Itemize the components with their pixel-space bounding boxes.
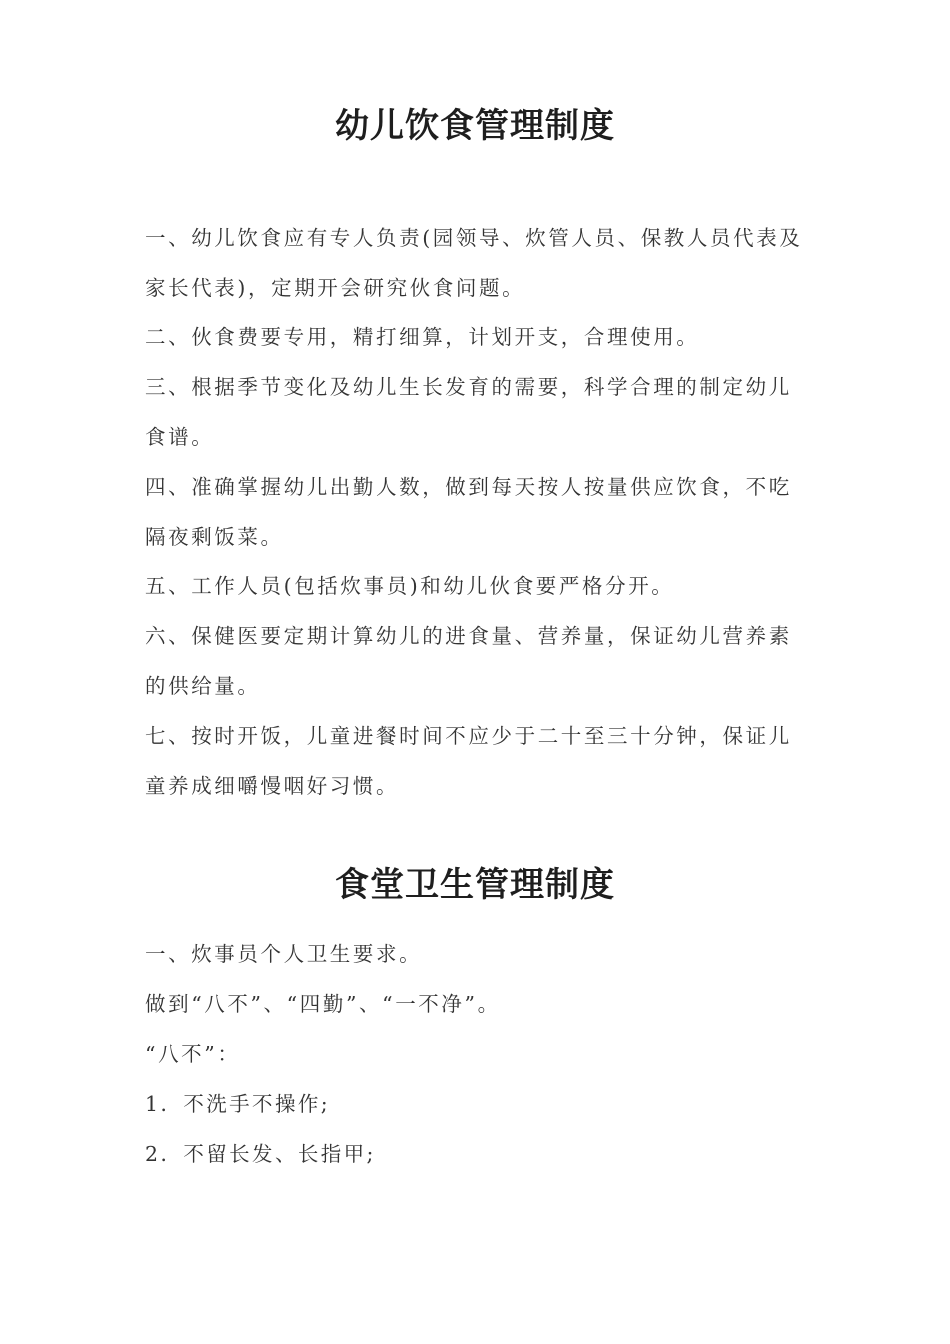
paragraph-line: 隔夜剩饭菜。 xyxy=(145,525,284,549)
paragraph-line: 一、幼儿饮食应有专人负责(园领导、炊管人员、保教人员代表及 xyxy=(145,226,803,250)
section-title-canteen: 食堂卫生管理制度 xyxy=(335,865,615,905)
paragraph-line: 六、保健医要定期计算幼儿的进食量、营养量，保证幼儿营养素 xyxy=(145,624,792,648)
section-title-diet: 幼儿饮食管理制度 xyxy=(335,106,615,146)
paragraph-line: 五、工作人员(包括炊事员)和幼儿伙食要严格分开。 xyxy=(145,574,675,598)
paragraph-line: 二、伙食费要专用，精打细算，计划开支，合理使用。 xyxy=(145,325,700,349)
paragraph-line: 七、按时开饭，儿童进餐时间不应少于二十至三十分钟，保证儿 xyxy=(145,724,792,748)
list-item: 2．不留长发、长指甲; xyxy=(145,1142,376,1166)
paragraph-line: 四、准确掌握幼儿出勤人数，做到每天按人按量供应饮食，不吃 xyxy=(145,475,792,499)
paragraph-line: 做到“八不”、“四勤”、“一不净”。 xyxy=(145,992,501,1016)
paragraph-line: 一、炊事员个人卫生要求。 xyxy=(145,942,423,966)
paragraph-line: 的供给量。 xyxy=(145,674,261,698)
paragraph-line: 三、根据季节变化及幼儿生长发育的需要，科学合理的制定幼儿 xyxy=(145,375,792,399)
paragraph-line: 家长代表)，定期开会研究伙食问题。 xyxy=(145,276,526,300)
list-item: 1．不洗手不操作; xyxy=(145,1092,331,1116)
paragraph-line: “八不”： xyxy=(145,1042,241,1066)
paragraph-line: 食谱。 xyxy=(145,425,215,449)
paragraph-line: 童养成细嚼慢咽好习惯。 xyxy=(145,774,400,798)
